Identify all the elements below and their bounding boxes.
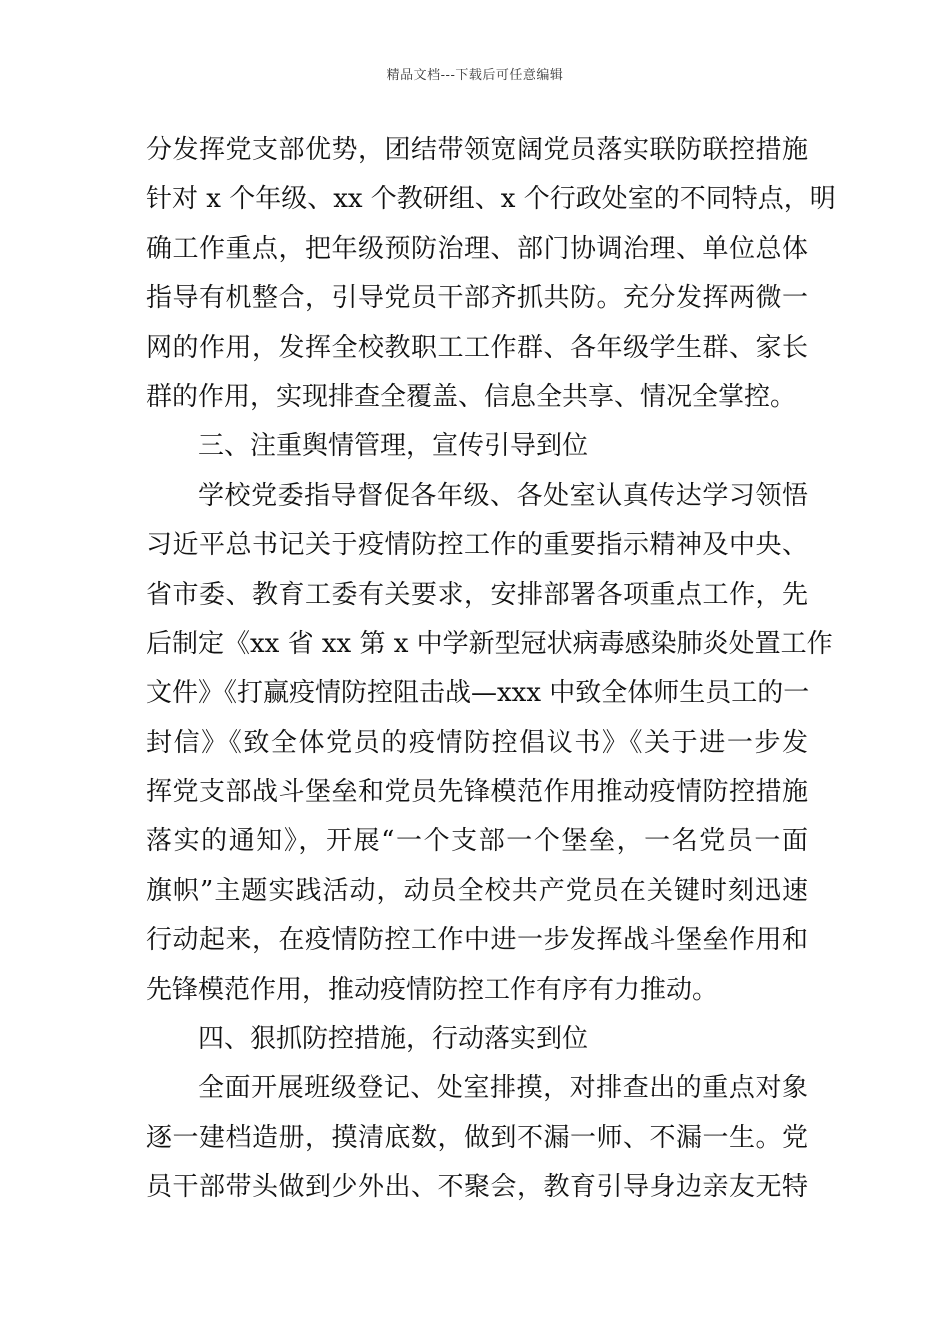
text-line: 挥党支部战斗堡垒和党员先锋模范作用推动疫情防控措施 (146, 777, 808, 808)
section-heading: 三、注重舆情管理，宣传引导到位 (198, 431, 589, 462)
page-header: 精品文档---下载后可任意编辑 (386, 68, 564, 83)
text-line: 习近平总书记关于疫情防控工作的重要指示精神及中央、 (146, 530, 808, 561)
text-line: 指导有机整合，引导党员干部齐抓共防。充分发挥两微一 (146, 283, 808, 314)
text-line: 确工作重点，把年级预防治理、部门协调治理、单位总体 (146, 233, 808, 264)
text-line: 逐一建档造册，摸清底数，做到不漏一师、不漏一生。党 (146, 1122, 808, 1153)
text-line: 分发挥党支部优势，团结带领宽阔党员落实联防联控措施 (146, 135, 808, 165)
section-heading: 四、狠抓防控措施，行动落实到位 (198, 1024, 589, 1055)
text-line: 行动起来，在疫情防控工作中进一步发挥战斗堡垒作用和 (146, 925, 808, 956)
text-line: 封信》《致全体党员的疫情防控倡议书》《关于进一步发 (146, 727, 808, 758)
text-line: 学校党委指导督促各年级、各处室认真传达学习领悟 (198, 480, 808, 511)
text-line: 先锋模范作用，推动疫情防控工作有序有力推动。 (146, 974, 719, 1005)
text-line: 群的作用，实现排查全覆盖、信息全共享、情况全掌控。 (146, 381, 797, 412)
text-line: 旗帜”主题实践活动，动员全校共产党员在关键时刻迅速 (146, 875, 808, 906)
text-line: 落实的通知》，开展“一个支部一个堡垒，一名党员一面 (146, 826, 808, 857)
text-line: 文件》《打赢疫情防控阻击战—xxx 中致全体师生员工的一 (146, 678, 810, 709)
text-line: 员干部带头做到少外出、不聚会，教育引导身边亲友无特 (146, 1172, 808, 1203)
text-line: 网的作用，发挥全校教职工工作群、各年级学生群、家长 (146, 332, 808, 363)
text-line: 后制定《xx 省 xx 第 x 中学新型冠状病毒感染肺炎处置工作 (146, 628, 833, 659)
text-line: 针对 x 个年级、xx 个教研组、x 个行政处室的不同特点，明 (146, 184, 836, 215)
text-line: 省市委、教育工委有关要求，安排部署各项重点工作，先 (146, 579, 808, 610)
document-body (146, 126, 836, 1213)
text-line: 全面开展班级登记、处室排摸，对排查出的重点对象 (198, 1073, 808, 1104)
